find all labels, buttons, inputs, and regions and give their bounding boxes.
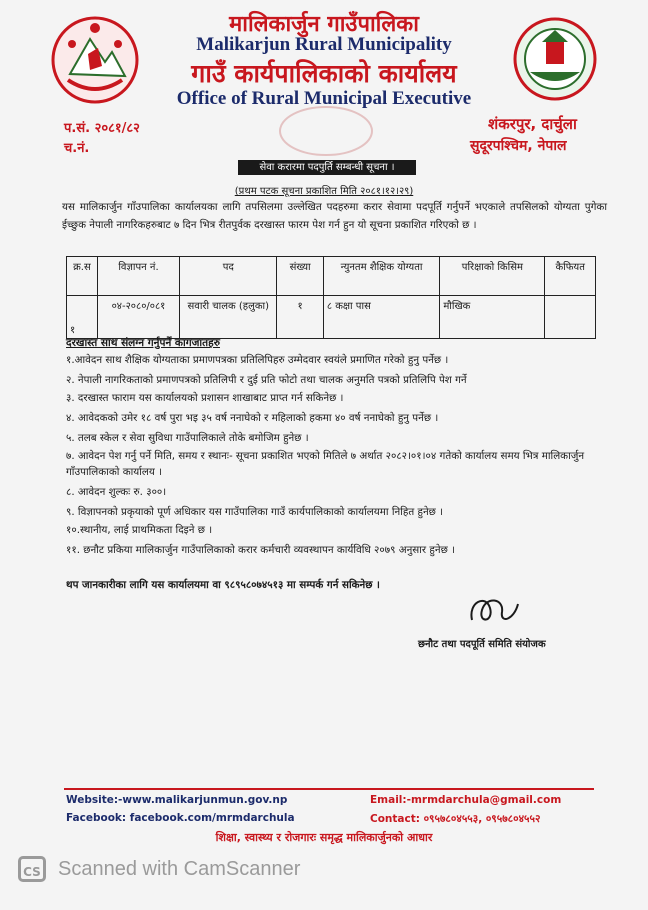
office-stamp-icon [276,104,376,158]
table-cell: ०४-२०८०/०८१ [97,296,179,339]
list-item: ७. आवेदन पेश गर्नु पर्ने मिति, समय र स्थानः- सूचना प्रकाशित भएको मितिले ७ अर्थात २०८२।०१।०४ गतेको कार्यालय समय भित्र मालिकार्जुन गाँउपालिकाको कार्यालय । [66,450,585,478]
office-location: शंकरपुर, दार्चुला [488,115,577,133]
list-item: १०.स्थानीय, लाई प्राथमिकता दिइने छ । [66,524,213,536]
vacancy-table [66,256,596,339]
office-name-en: Office of Rural Municipal Executive [176,88,472,109]
footer-contact: Contact: ०९५७८०४५५३, ०९५७८०४५५२ [370,813,541,825]
list-item: ८. आवेदन शुल्कः रु. ३००। [66,486,167,498]
list-item: ३. दरखास्त फाराम यस कार्यालयको प्रशासन शाखाबाट प्राप्त गर्न सकिनेछ । [66,392,344,404]
camscanner-watermark: Scanned with CamScanner [58,858,301,880]
table-row [67,296,596,339]
documents-title: दरखास्त साथ संलग्न गर्नुपर्ने कागजातहरु [66,337,220,349]
footer-email: Email:-mrmdarchula@gmail.com [370,794,562,806]
list-item: ११. छनौट प्रकिया मालिकार्जुन गाउँपालिकाको करार कर्मचारी व्यवस्थापन कार्यविधि २०७९ अनुसार हुनेछ । [66,544,455,556]
table-cell [545,296,596,339]
municipality-name-np: मालिकार्जुन गाउँपालिका [229,12,419,37]
table-header: परिक्षाको किसिम [440,257,545,296]
footer-divider [64,788,594,790]
municipality-name-en: Malikarjun Rural Municipality [196,34,452,55]
dispatch-number: च.नं. [64,141,90,156]
notice-intro: यस मालिकार्जुन गाँउपालिका कार्यालयका लागि तपसिलमा उल्लेखित पदहरुमा करार सेवामा पदपूर्ति गर्नुपर्ने भएकाले तपसिलको योग्यता पुगेका ईच्छुक नेपाली नागरिकहरुबाट ७ दिन भित्र रीतपुर्वक दरखास्त फारम पेश गर्न हुन यो सूचना प्रकाशित गरिएको छ । [62,201,607,231]
municipality-logo-icon [512,16,598,102]
table-header: न्युनतम शैक्षिक योग्यता [323,257,440,296]
contact-note: थप जानकारीका लागि यस कार्यालयमा वा ९८९५८०७४५१३ मा सम्पर्क गर्न सकिनेछ । [66,579,380,591]
signatory-role: छनौट तथा पदपूर्ति समिति संयोजक [418,639,546,650]
footer-slogan: शिक्षा, स्वास्थ्य र रोजगारः समृद्ध मालिकार्जुनको आधार [215,831,433,844]
table-header-row [67,257,596,296]
footer-website: Website:-www.malikarjunmun.gov.np [66,794,288,806]
list-item: २. नेपाली नागरिकताको प्रमाणपत्रको प्रतिलिपी र दुई प्रति फोटो तथा चालक अनुमति पत्रको प्रतिलिपि पेश गर्ने [66,374,467,386]
office-name-np: गाउँ कार्यपालिकाको कार्यालय [191,59,457,88]
notice-subtitle: (प्रथम पटक सूचना प्रकाशित मिति २०८१।१२।२९) [234,186,414,197]
table-header: क्र.स [67,257,98,296]
table-header: विज्ञापन नं. [97,257,179,296]
camscanner-icon: CS [18,856,46,882]
table-header: पद [180,257,277,296]
table-header: संख्या [277,257,323,296]
list-item: ५. तलब स्केल र सेवा सुविधा गाउँपालिकाले तोके बमोजिम हुनेछ । [66,432,309,444]
list-item: ४. आवेदकको उमेर १८ वर्ष पुरा भइ ३५ वर्ष ननाघेको र महिलाको हकमा ४० वर्ष ननाघेको हुनु पर्नेछ । [66,412,439,424]
reference-number: प.सं. २०८१/८२ [64,121,140,136]
list-item: १.आवेदन साथ शैक्षिक योग्यताका प्रमाणपत्रका प्रतिलिपिहरु उम्मेदवार स्वयंले प्रमाणित गरेको हुनु पर्नेछ । [66,354,449,366]
table-cell: १ [277,296,323,339]
province-name: सुदूरपश्चिम, नेपाल [470,138,567,154]
handwritten-signature-icon [464,590,524,630]
table-cell: मौखिक [440,296,545,339]
table-cell: १ [67,296,98,339]
list-item: ९. विज्ञापनको प्रकृयाको पूर्ण अधिकार यस गाउँपालिका गाउँ कार्यपालिकाको कार्यालयमा निहित हुनेछ । [66,506,444,518]
table-cell: सवारी चालक (हलुका) [180,296,277,339]
notice-title: सेवा करारमा पदपुर्ति सम्बन्धी सूचना । [238,160,416,175]
footer-facebook: Facebook: facebook.com/mrmdarchula [66,812,295,824]
table-cell: ८ कक्षा पास [323,296,440,339]
table-header: कैफियत [545,257,596,296]
